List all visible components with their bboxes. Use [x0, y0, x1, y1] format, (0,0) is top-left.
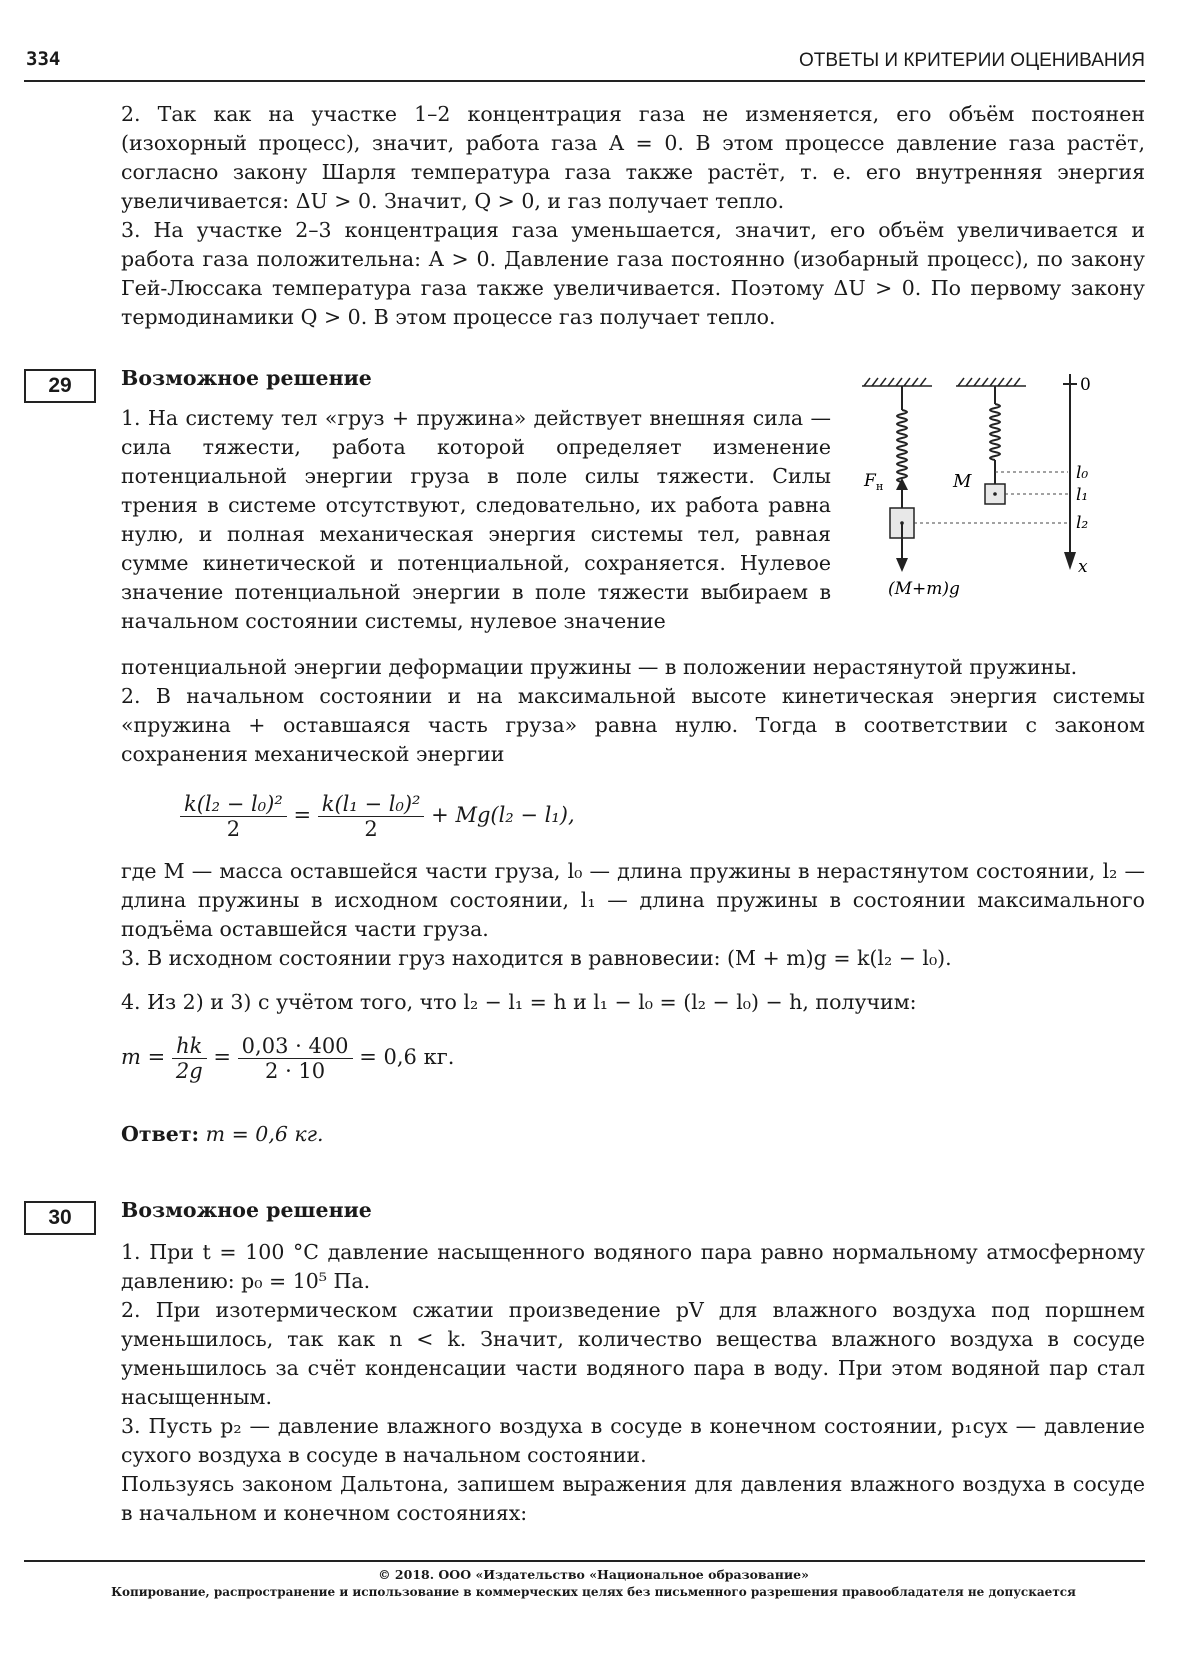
x-axis: [1063, 374, 1077, 558]
task-29-paragraph-3: 3. В исходном состоянии груз находится в равновесии: (M + m)g = k(l₂ − l₀).: [121, 946, 952, 970]
page-number: 334: [26, 48, 61, 70]
answer-label: Ответ:: [121, 1122, 200, 1146]
header-divider: [24, 80, 1145, 82]
task-29-where-paragraph: где M — масса оставшейся части груза, l₀ — длина пружины в нерастянутом состоянии, l₂ — длина пружины в исходном состоянии, l₁ — длина пружины в состоянии максимального подъёма оставшейся части груза.: [121, 859, 1145, 941]
task-29-paragraph-4: 4. Из 2) и 3) с учётом того, что l₂ − l₁ = h и l₁ − l₀ = (l₂ − l₀) − h, получим:: [121, 990, 917, 1014]
ceiling-2: [956, 378, 1026, 386]
running-header-title: ОТВЕТЫ И КРИТЕРИИ ОЦЕНИВАНИЯ: [798, 50, 1145, 71]
spring-1: [897, 386, 907, 510]
task-30-heading: Возможное решение: [121, 1198, 372, 1222]
force-label: F: [864, 471, 876, 491]
energy-equation: $\frac{\text{k(l₂ − l₀)²}}{2}$ = $\frac{\text{k(l₁ − l₀)²}}{2}$ + Mg(l₂ − l₁),: [180, 792, 575, 841]
prev-task-text: [121, 100, 1145, 332]
task-29-body-2: [121, 857, 1145, 973]
axis-l0-label: l₀: [1076, 463, 1089, 483]
task-30-number: 30: [24, 1201, 96, 1235]
task-30-paragraph-4: Пользуясь законом Дальтона, запишем выражения для давления влажного воздуха в сосуде в начальном и конечном состояниях:: [121, 1472, 1145, 1525]
answer-value: m = 0,6 кг.: [205, 1122, 324, 1146]
axis-zero-label: 0: [1080, 375, 1091, 395]
task-30-paragraph-1: 1. При t = 100 °C давление насыщенного водяного пара равно нормальному атмосферному давлению: p₀ = 10⁵ Па.: [121, 1240, 1145, 1293]
ceiling-1: [862, 378, 932, 386]
footer-legal-notice: Копирование, распространение и использование в коммерческих целях без письменного разрешения правообладателя не допускается: [111, 1585, 1076, 1599]
axis-l2-label: l₂: [1076, 513, 1089, 533]
weight-label: (M+m)g: [888, 579, 960, 599]
task-29-paragraph-2: 2. В начальном состоянии и на максимальной высоте кинетическая энергия системы «пружина + оставшаяся часть груза» равна нулю. Тогда в соответствии с законом сохранения механической энергии: [121, 684, 1145, 766]
footer-divider: [24, 1560, 1145, 1562]
footer-copyright: © 2018. ООО «Издательство «Национальное образование»: [378, 1567, 809, 1582]
axis-l1-label: l₁: [1076, 485, 1089, 505]
mass-equation: m = $\frac{hk}{2g}$ = $\frac{0,03 \cdot 400}{2 \cdot 10}$ = 0,6 кг.: [121, 1034, 455, 1083]
task-29-paragraph-1-tail: потенциальной энергии деформации пружины — в положении нерастянутой пружины.: [121, 655, 1078, 679]
task-29-paragraph-4-wrap: [121, 988, 1145, 1017]
spring-2: [990, 386, 1000, 484]
mass-M-label: M: [953, 471, 972, 492]
task-29-heading: Возможное решение: [121, 366, 372, 390]
task-29-paragraph-1-wrapped: 1. На систему тел «груз + пружина» действует внешняя сила — сила тяжести, работа которой определяет изменение потенциальной энергии груза в поле силы тяжести. Силы трения в системе отсутствуют, следовательно, их работа равна нулю, и полная механическая энергия системы тел, равная сумме кинетической и потенциальной, сохраняется. Нулевое значение потенциальной энергии в поле тяжести выбираем в начальном состоянии системы, нулевое значение: [121, 406, 831, 633]
axis-x-label: x: [1078, 557, 1088, 577]
prev-task-paragraph-2: 2. Так как на участке 1–2 концентрация газа не изменяется, его объём постоянен (изохорный процесс), значит, работа газа A = 0. В этом процессе давление газа растёт, согласно закону Шарля температура газа также растёт, т. е. его внутренняя энергия увеличивается: ΔU > 0. Значит, Q > 0, и газ получает тепло.: [121, 102, 1145, 213]
task-29-number: 29: [24, 369, 96, 403]
force-label-subscript: н: [876, 480, 884, 493]
spring-diagram: [850, 362, 1095, 612]
task-29-body: [121, 653, 1145, 769]
task-30-body: [121, 1238, 1145, 1528]
task-30-paragraph-3: 3. Пусть p₂ — давление влажного воздуха в сосуде в конечном состоянии, p₁сух — давление сухого воздуха в сосуде в начальном состоянии.: [121, 1414, 1145, 1467]
task-30-paragraph-2: 2. При изотермическом сжатии произведение pV для влажного воздуха под поршнем уменьшилось, так как n < k. Значит, количество вещества влажного воздуха в сосуде уменьшилось за счёт конденсации части водяного пара в воду. При этом водяной пар стал насыщенным.: [121, 1298, 1145, 1409]
prev-task-paragraph-3: 3. На участке 2–3 концентрация газа уменьшается, значит, его объём увеличивается и работа газа положительна: A > 0. Давление газа постоянно (изобарный процесс), по закону Гей-Люссака температура газа также увеличивается. Поэтому ΔU > 0. По первому закону термодинамики Q > 0. В этом процессе газ получает тепло.: [121, 218, 1145, 329]
task-29-answer: [121, 1122, 324, 1146]
